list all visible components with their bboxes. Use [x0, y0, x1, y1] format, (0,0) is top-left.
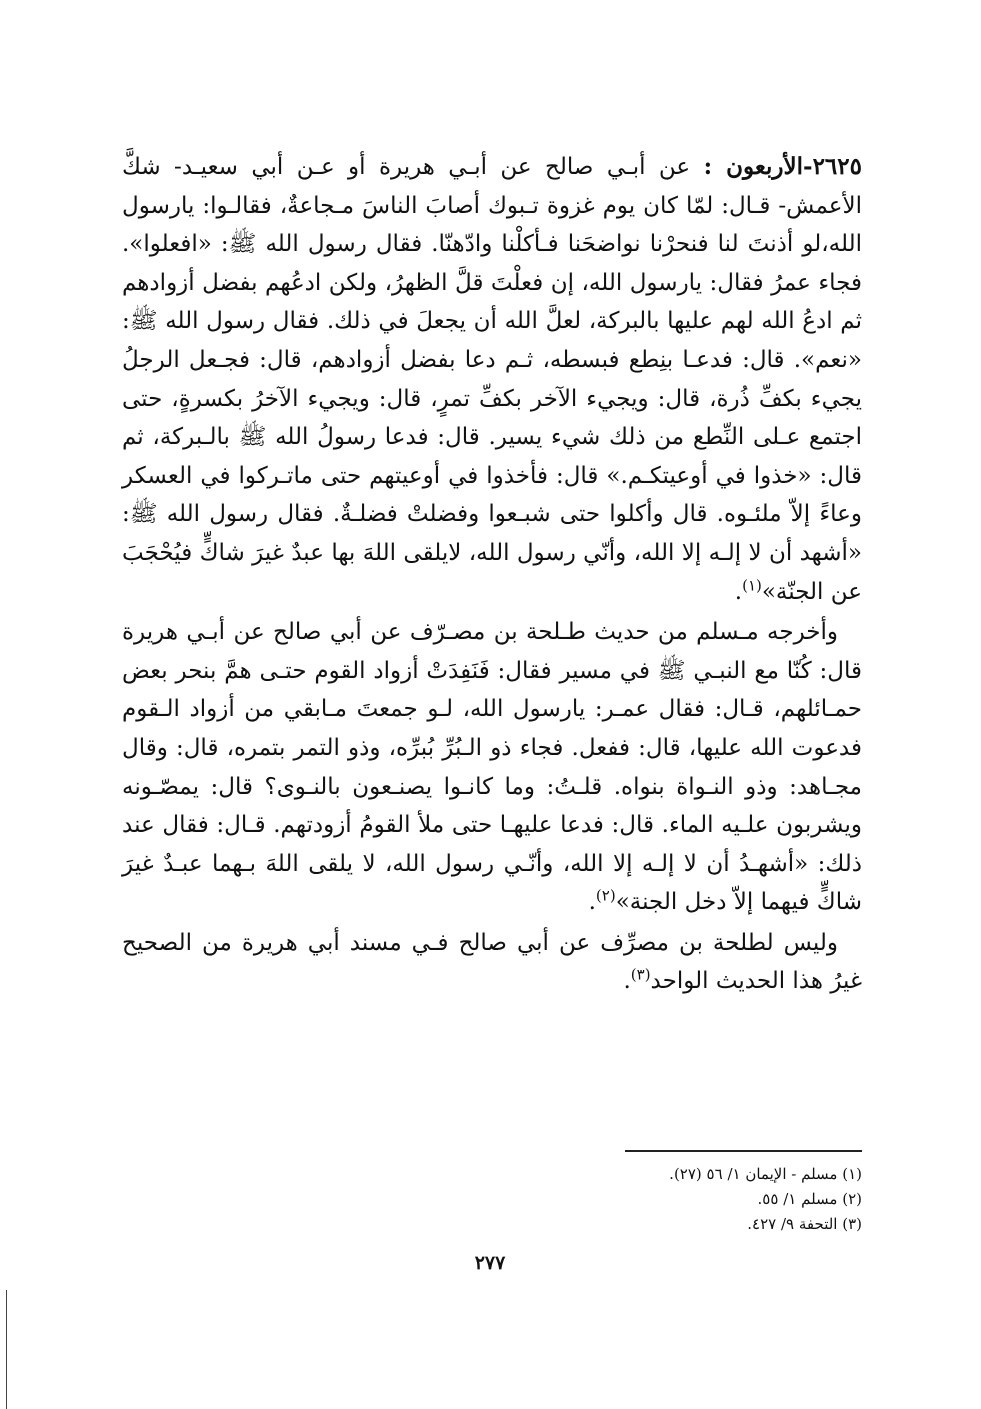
footnote-divider — [625, 1150, 862, 1152]
footnote-item: (٣) التحفة ٩/ ٤٢٧. — [747, 1215, 862, 1233]
note-text: وليس لطلحة بن مصرِّف عن أبي صالح فـي مسند أبي هريرة من الصحيح غيرُ هذا الحديث الواحد — [122, 929, 862, 995]
page-number: ٢٧٧ — [474, 1252, 506, 1274]
sentence-end: . — [734, 578, 743, 605]
footnote-item: (١) مسلم - الإيمان ١/ ٥٦ (٢٧). — [669, 1165, 862, 1183]
scan-edge-line — [6, 1290, 7, 1409]
footnote-item: (٢) مسلم ١/ ٥٥. — [757, 1190, 862, 1208]
hadith-paragraph — [122, 148, 862, 611]
main-text — [122, 148, 862, 1001]
takhrij-text: وأخرجه مـسلم من حديث طـلحة بن مصـرّف عن أبي صالح عن أبـي هريرة قال: كُنّا مع النبـي ﷺ في مسير فقال: فَنَفِدَتْ أزواد القوم حتـى همَّ بنحر بعض حمـائلهم، قـال: فقال عمـر: يارسول الله، لـو جمعتَ مـابقي من أزواد الـقوم فدعوت الله عليها، قال: ففعل. فجاء ذو الـبُرِّ بُبرِّه، وذو التمر بتمره، قال: وقال مجـاهد: وذو النـواة بنواه. قلـتُ: وما كانـوا يصنـعون بالنـوى؟ قال: يمصّـونه ويشربون علـيه الماء. قال: فدعا عليهـا حتى ملأ القومُ أزودتهم. قـال: فقال عند ذلك: «أشهـدُ أن لا إلـه إلا الله، وأنّـي رسول الله، لا يلقى اللهَ بـهما عبـدٌ غيرَ شاكٍّ فيهما إلاّ دخل الجنة» — [122, 619, 862, 916]
footnote-ref: (٣) — [630, 965, 651, 984]
sentence-end: . — [588, 889, 596, 916]
note-paragraph — [122, 924, 862, 1001]
footnotes — [470, 1162, 862, 1237]
sentence-end: . — [623, 968, 631, 995]
hadith-text: عن أبـي صالح عن أبـي هريرة أو عـن أبي سعيـد- شكَّ الأعمش- قـال: لمّا كان يوم غزوة تـبوك أصابَ الناسَ مـجاعةٌ، فقالـوا: يارسول الله،لو أذنتَ لنا فنحرْنا نواضحَنا فـأكلْنا وادّهنّا. فقال رسول الله ﷺ: «افعلوا». فجاء عمرُ فقال: يارسول الله، إن فعلْتَ قلَّ الظهرُ، ولكن ادعُهم بفضل أزوادهم ثم ادعُ الله لهم عليها بالبركة، لعلَّ الله أن يجعلَ في ذلك. فقال رسول الله ﷺ: «نعم». قال: فدعـا بنِطع فبسطه، ثـم دعا بفضل أزوادهم، قال: فجـعل الرجلُ يجيء بكفِّ ذُرة، قال: ويجيء الآخر بكفِّ تمرٍ، قال: ويجيء الآخرُ بكسرةٍ، حتى اجتمع عـلى النِّطع من ذلك شيء يسير. قال: فدعا رسولُ الله ﷺ بالـبركة، ثم قال: «خذوا في أوعيتكـم.» قال: فأخذوا في أوعيتهم حتى ماتـركوا في العسكر وعاءً إلاّ ملئـوه. قال وأكلوا حتى شبـعوا وفضلتْ فضلـةٌ. فقال رسول الله ﷺ: «أشهد أن لا إلـه إلا الله، وأنّي رسول الله، لايلقى اللهَ بها عبدٌ غيرَ شاكٍّ فيُحْجَبَ عن الجنّة» — [122, 154, 862, 605]
footnote-ref: (١) — [742, 575, 762, 594]
takhrij-paragraph — [122, 613, 862, 922]
footnote-ref: (٢) — [595, 886, 616, 905]
hadith-number: ٢٦٢٥-الأربعون : — [703, 153, 862, 180]
